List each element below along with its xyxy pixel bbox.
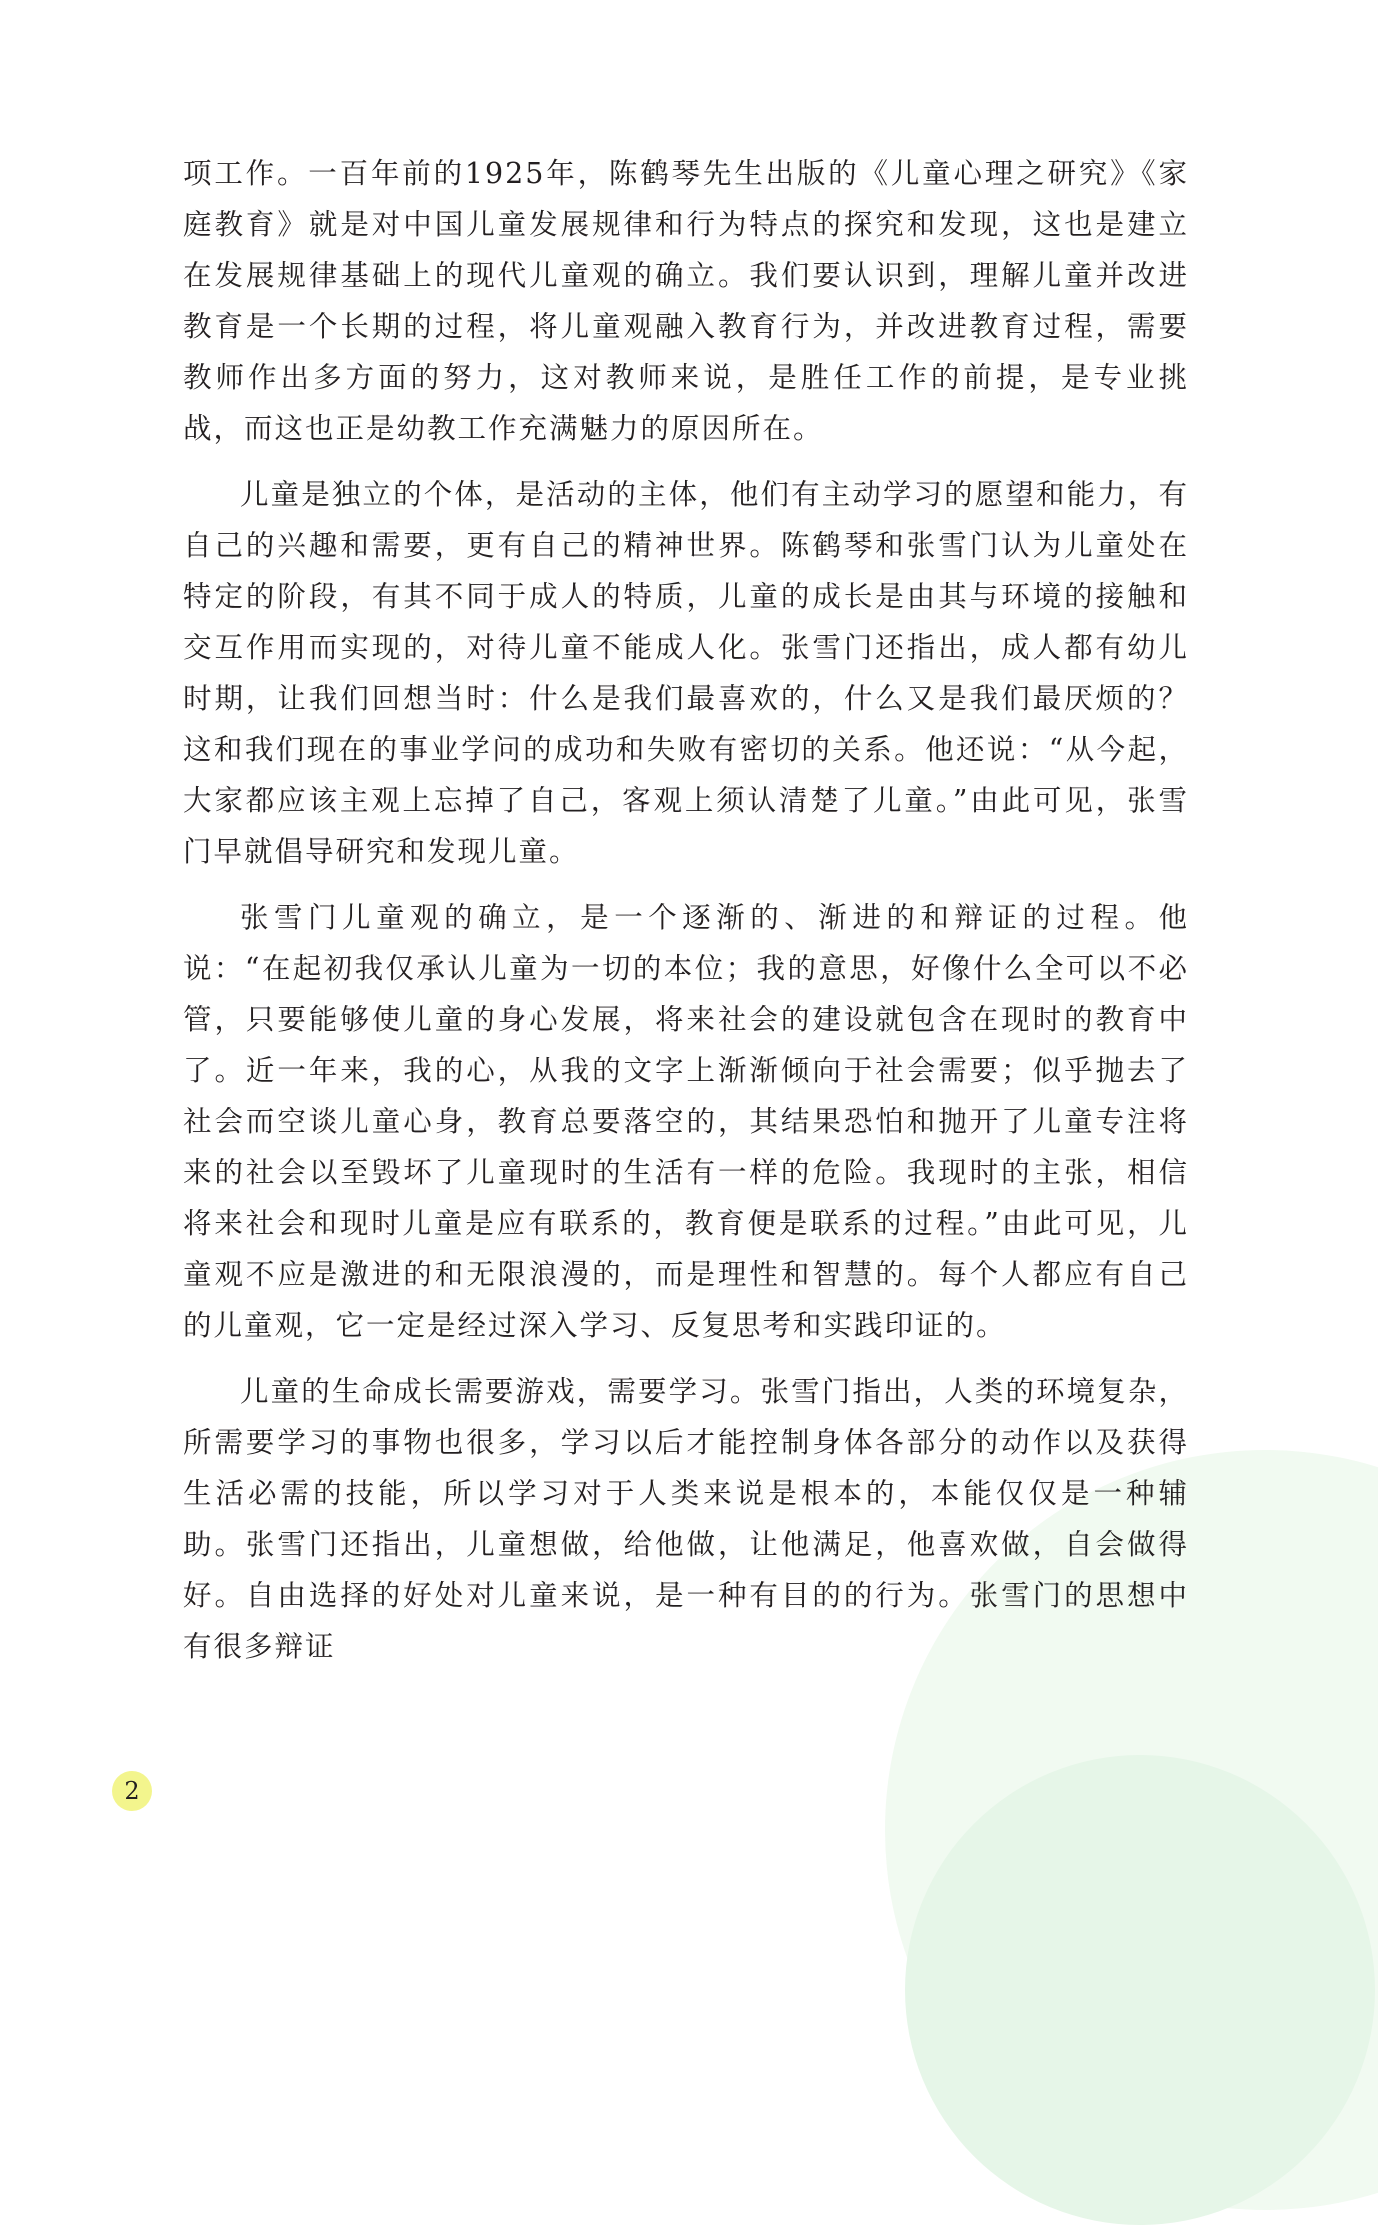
- body-text: [183, 148, 1189, 1687]
- paragraph-view-of-children: 张雪门儿童观的确立，是一个逐渐的、渐进的和辩证的过程。他说：“在起初我仅承认儿童为一切的本位；我的意思，好像什么全可以不必管，只要能够使儿童的身心发展，将来社会的建设就包含在现时的教育中了。近一年来，我的心，从我的文字上渐渐倾向于社会需要；似乎抛去了社会而空谈儿童心身，教育总要落空的，其结果恐怕和抛开了儿童专注将来的社会以至毁坏了儿童现时的生活有一样的危险。我现时的主张，相信将来社会和现时儿童是应有联系的，教育便是联系的过程。”由此可见，儿童观不应是激进的和无限浪漫的，而是理性和智慧的。每个人都应有自己的儿童观，它一定是经过深入学习、反复思考和实践印证的。: [183, 901, 1189, 1342]
- paragraph-play-and-learning: 儿童的生命成长需要游戏，需要学习。张雪门指出，人类的环境复杂，所需要学习的事物也很多，学习以后才能控制身体各部分的动作以及获得生活必需的技能，所以学习对于人类来说是根本的，本能仅仅是一种辅助。张雪门还指出，儿童想做，给他做，让他满足，他喜欢做，自会做得好。自由选择的好处对儿童来说，是一种有目的的行为。张雪门的思想中有很多辩证: [183, 1375, 1189, 1663]
- background-circle-small: [905, 1755, 1375, 2225]
- page-number-badge: 2: [112, 1771, 152, 1811]
- paragraph-child-independence: 儿童是独立的个体，是活动的主体，他们有主动学习的愿望和能力，有自己的兴趣和需要，更有自己的精神世界。陈鹤琴和张雪门认为儿童处在特定的阶段，有其不同于成人的特质，儿童的成长是由其与环境的接触和交互作用而实现的，对待儿童不能成人化。张雪门还指出，成人都有幼儿时期，让我们回想当时：什么是我们最喜欢的，什么又是我们最厌烦的？这和我们现在的事业学问的成功和失败有密切的关系。他还说：“从今起，大家都应该主观上忘掉了自己，客观上须认清楚了儿童。”由此可见，张雪门早就倡导研究和发现儿童。: [183, 478, 1189, 868]
- paragraph-continued: 项工作。一百年前的1925年，陈鹤琴先生出版的《儿童心理之研究》《家庭教育》就是对中国儿童发展规律和行为特点的探究和发现，这也是建立在发展规律基础上的现代儿童观的确立。我们要认识到，理解儿童并改进教育是一个长期的过程，将儿童观融入教育行为，并改进教育过程，需要教师作出多方面的努力，这对教师来说，是胜任工作的前提，是专业挑战，而这也正是幼教工作充满魅力的原因所在。: [183, 157, 1189, 445]
